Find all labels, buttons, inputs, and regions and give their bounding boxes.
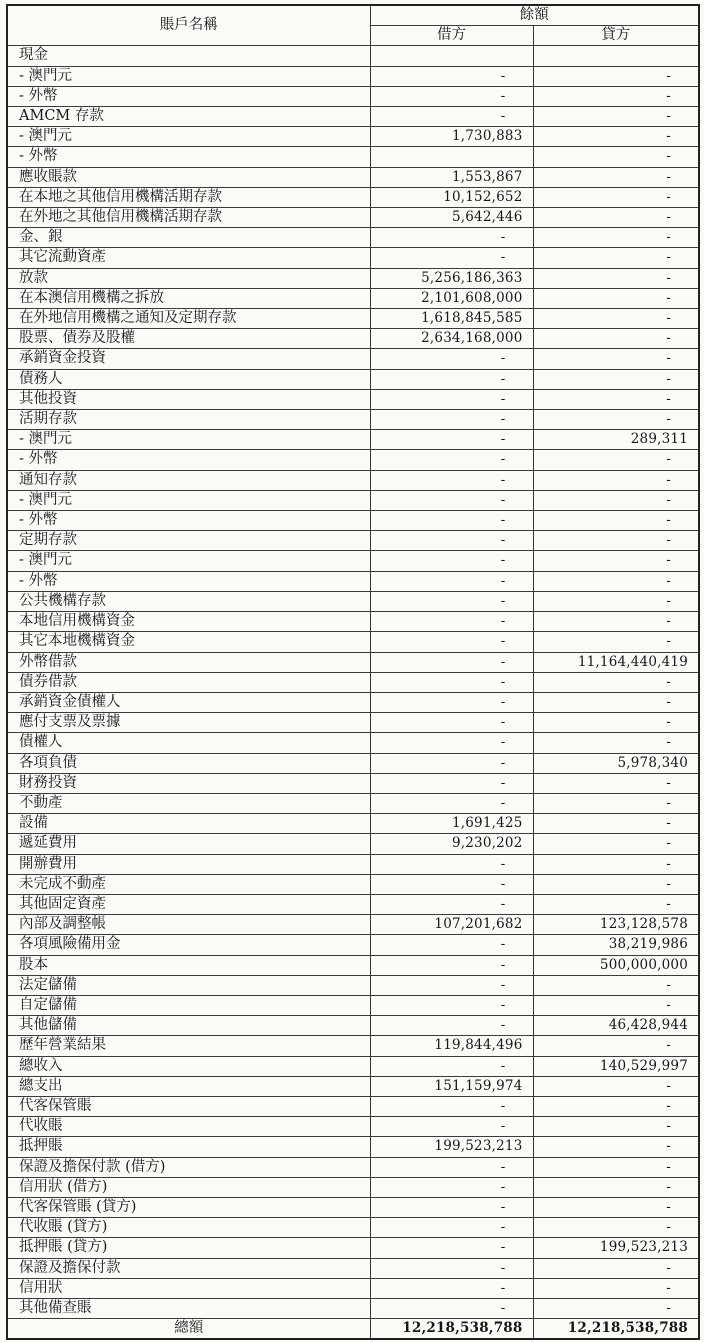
table-row — [7, 288, 699, 308]
table-row — [7, 450, 699, 470]
table-row — [7, 127, 699, 147]
debit-cell: - — [370, 1197, 533, 1217]
account-name-cell: 定期存款 — [7, 531, 370, 551]
credit-cell: - — [533, 1157, 699, 1177]
account-name-cell: 應付支票及票據 — [7, 713, 370, 733]
debit-cell: 9,230,202 — [370, 834, 533, 854]
credit-cell: - — [533, 309, 699, 329]
debit-cell: - — [370, 86, 533, 106]
credit-cell: 46,428,944 — [533, 1016, 699, 1036]
table-row — [7, 814, 699, 834]
table-row — [7, 531, 699, 551]
table-row — [7, 834, 699, 854]
credit-cell: - — [533, 1218, 699, 1238]
credit-cell: - — [533, 632, 699, 652]
balance-table — [6, 4, 700, 1340]
table-row — [7, 874, 699, 894]
debit-cell: - — [370, 591, 533, 611]
account-name-cell: 在外地信用機構之通知及定期存款 — [7, 309, 370, 329]
account-name-cell: 股本 — [7, 955, 370, 975]
credit-cell: - — [533, 1117, 699, 1137]
debit-cell: - — [370, 1016, 533, 1036]
credit-cell: - — [533, 894, 699, 914]
account-name-cell: - 外幣 — [7, 571, 370, 591]
credit-cell: - — [533, 410, 699, 430]
debit-header: 借方 — [370, 26, 533, 46]
account-name-cell: 開辦費用 — [7, 854, 370, 874]
credit-header: 貸方 — [533, 26, 699, 46]
table-row — [7, 1076, 699, 1096]
table-row — [7, 1197, 699, 1217]
credit-cell: - — [533, 733, 699, 753]
account-name-cell: 應收賬款 — [7, 167, 370, 187]
credit-cell: - — [533, 349, 699, 369]
debit-cell: - — [370, 490, 533, 510]
table-row — [7, 309, 699, 329]
debit-cell: 2,101,608,000 — [370, 288, 533, 308]
account-name-cell: 財務投資 — [7, 773, 370, 793]
account-name-cell: 保證及擔保付款 — [7, 1258, 370, 1278]
credit-cell: 289,311 — [533, 430, 699, 450]
account-name-cell: 自定儲備 — [7, 995, 370, 1015]
account-name-cell: 總收入 — [7, 1056, 370, 1076]
debit-cell: - — [370, 854, 533, 874]
debit-cell: - — [370, 955, 533, 975]
credit-cell: - — [533, 773, 699, 793]
table-row — [7, 713, 699, 733]
debit-cell: - — [370, 733, 533, 753]
debit-cell: 199,523,213 — [370, 1137, 533, 1157]
debit-cell: - — [370, 1299, 533, 1319]
table-row — [7, 551, 699, 571]
account-name-cell: 總支出 — [7, 1076, 370, 1096]
credit-cell: - — [533, 672, 699, 692]
debit-cell: 119,844,496 — [370, 1036, 533, 1056]
debit-cell: - — [370, 531, 533, 551]
debit-cell: - — [370, 975, 533, 995]
debit-cell: 2,634,168,000 — [370, 329, 533, 349]
table-row — [7, 1117, 699, 1137]
table-row — [7, 1036, 699, 1056]
credit-cell: 38,219,986 — [533, 935, 699, 955]
table-row — [7, 1137, 699, 1157]
credit-cell: - — [533, 1278, 699, 1298]
debit-cell: - — [370, 107, 533, 127]
debit-cell: - — [370, 1238, 533, 1258]
account-name-cell: AMCM 存款 — [7, 107, 370, 127]
debit-cell: - — [370, 632, 533, 652]
credit-cell: - — [533, 1177, 699, 1197]
debit-cell: - — [370, 1177, 533, 1197]
credit-cell: - — [533, 1036, 699, 1056]
account-name-cell: 在本澳信用機構之拆放 — [7, 288, 370, 308]
account-name-cell: 其他固定資產 — [7, 894, 370, 914]
account-name-cell: 現金 — [7, 46, 370, 66]
table-row — [7, 955, 699, 975]
account-name-cell: 不動產 — [7, 793, 370, 813]
account-name-cell: 債務人 — [7, 369, 370, 389]
table-row — [7, 1157, 699, 1177]
table-row — [7, 915, 699, 935]
credit-cell: - — [533, 713, 699, 733]
credit-cell: - — [533, 187, 699, 207]
credit-cell: - — [533, 551, 699, 571]
total-debit-cell: 12,218,538,788 — [370, 1319, 533, 1340]
credit-cell: - — [533, 511, 699, 531]
debit-cell: - — [370, 228, 533, 248]
credit-cell: - — [533, 66, 699, 86]
account-name-cell: 代客保管賬 (貸方) — [7, 1197, 370, 1217]
table-body — [7, 46, 699, 1319]
credit-cell: - — [533, 167, 699, 187]
debit-cell: - — [370, 1056, 533, 1076]
table-row — [7, 773, 699, 793]
table-row — [7, 632, 699, 652]
account-name-cell: 抵押賬 (貸方) — [7, 1238, 370, 1258]
account-name-cell: 承銷資金投資 — [7, 349, 370, 369]
credit-cell: - — [533, 793, 699, 813]
credit-cell: - — [533, 288, 699, 308]
table-row — [7, 894, 699, 914]
credit-cell: - — [533, 127, 699, 147]
account-name-cell: 債權人 — [7, 733, 370, 753]
account-name-cell: 其他投資 — [7, 389, 370, 409]
account-name-cell: 外幣借款 — [7, 652, 370, 672]
table-row — [7, 1299, 699, 1319]
account-name-header: 賬戶名稱 — [7, 5, 370, 46]
debit-cell: - — [370, 389, 533, 409]
credit-cell: - — [533, 389, 699, 409]
account-name-cell: 債券借款 — [7, 672, 370, 692]
debit-cell: - — [370, 1117, 533, 1137]
credit-cell: - — [533, 1076, 699, 1096]
debit-cell — [370, 147, 533, 167]
debit-cell: - — [370, 410, 533, 430]
table-row — [7, 793, 699, 813]
account-name-cell: 其它流動資產 — [7, 248, 370, 268]
credit-cell: - — [533, 107, 699, 127]
table-row — [7, 389, 699, 409]
credit-cell: - — [533, 854, 699, 874]
account-name-cell: - 澳門元 — [7, 430, 370, 450]
account-name-cell: 在外地之其他信用機構活期存款 — [7, 208, 370, 228]
debit-cell: - — [370, 874, 533, 894]
credit-cell: 500,000,000 — [533, 955, 699, 975]
table-row — [7, 1016, 699, 1036]
debit-cell: 5,642,446 — [370, 208, 533, 228]
account-name-cell: 各項負債 — [7, 753, 370, 773]
account-name-cell: 未完成不動產 — [7, 874, 370, 894]
credit-cell: - — [533, 692, 699, 712]
account-name-cell: 其他備查賬 — [7, 1299, 370, 1319]
total-row — [7, 1319, 699, 1340]
table-row — [7, 187, 699, 207]
table-row — [7, 430, 699, 450]
account-name-cell: - 外幣 — [7, 86, 370, 106]
account-name-cell: 保證及擔保付款 (借方) — [7, 1157, 370, 1177]
account-name-cell: 遞延費用 — [7, 834, 370, 854]
debit-cell: - — [370, 511, 533, 531]
table-row — [7, 975, 699, 995]
debit-cell: 5,256,186,363 — [370, 268, 533, 288]
debit-cell: - — [370, 1157, 533, 1177]
account-name-cell: 本地信用機構資金 — [7, 612, 370, 632]
account-name-cell: 金、銀 — [7, 228, 370, 248]
account-name-cell: - 外幣 — [7, 450, 370, 470]
credit-cell: 123,128,578 — [533, 915, 699, 935]
credit-cell: - — [533, 147, 699, 167]
credit-cell: 5,978,340 — [533, 753, 699, 773]
account-name-cell: 代收賬 — [7, 1117, 370, 1137]
account-name-cell: 法定儲備 — [7, 975, 370, 995]
account-name-cell: 股票、債券及股權 — [7, 329, 370, 349]
table-row — [7, 854, 699, 874]
credit-cell: - — [533, 1299, 699, 1319]
account-name-cell: 承銷資金債權人 — [7, 692, 370, 712]
debit-cell: - — [370, 551, 533, 571]
credit-cell: - — [533, 834, 699, 854]
credit-cell: 11,164,440,419 — [533, 652, 699, 672]
table-row — [7, 147, 699, 167]
debit-cell: 1,618,845,585 — [370, 309, 533, 329]
total-credit-cell: 12,218,538,788 — [533, 1319, 699, 1340]
account-name-cell: 放款 — [7, 268, 370, 288]
table-row — [7, 46, 699, 66]
debit-cell: - — [370, 652, 533, 672]
table-row — [7, 66, 699, 86]
credit-cell: - — [533, 531, 699, 551]
table-row — [7, 248, 699, 268]
table-row — [7, 1278, 699, 1298]
table-row — [7, 107, 699, 127]
debit-cell: - — [370, 470, 533, 490]
credit-cell: - — [533, 329, 699, 349]
table-row — [7, 349, 699, 369]
debit-cell: - — [370, 1096, 533, 1116]
table-row — [7, 228, 699, 248]
table-row — [7, 1238, 699, 1258]
debit-cell: 1,553,867 — [370, 167, 533, 187]
debit-cell: - — [370, 753, 533, 773]
account-name-cell: 信用狀 (借方) — [7, 1177, 370, 1197]
debit-cell: - — [370, 793, 533, 813]
debit-cell: - — [370, 692, 533, 712]
credit-cell: - — [533, 995, 699, 1015]
account-name-cell: 其他儲備 — [7, 1016, 370, 1036]
account-name-cell: 在本地之其他信用機構活期存款 — [7, 187, 370, 207]
debit-cell: - — [370, 349, 533, 369]
account-name-cell: 通知存款 — [7, 470, 370, 490]
account-name-cell: 信用狀 — [7, 1278, 370, 1298]
table-row — [7, 1177, 699, 1197]
account-name-cell: 歷年營業結果 — [7, 1036, 370, 1056]
table-row — [7, 672, 699, 692]
table-row — [7, 167, 699, 187]
table-row — [7, 208, 699, 228]
table-row — [7, 490, 699, 510]
debit-cell: - — [370, 995, 533, 1015]
table-row — [7, 995, 699, 1015]
table-row — [7, 268, 699, 288]
credit-cell: - — [533, 874, 699, 894]
table-row — [7, 612, 699, 632]
account-name-cell: - 澳門元 — [7, 127, 370, 147]
table-row — [7, 369, 699, 389]
table-row — [7, 329, 699, 349]
debit-cell: - — [370, 713, 533, 733]
account-name-cell: - 澳門元 — [7, 551, 370, 571]
debit-cell: - — [370, 894, 533, 914]
credit-cell: - — [533, 1197, 699, 1217]
table-row — [7, 753, 699, 773]
debit-cell: - — [370, 571, 533, 591]
credit-cell: - — [533, 1258, 699, 1278]
table-row — [7, 591, 699, 611]
debit-cell: - — [370, 773, 533, 793]
account-name-cell: - 外幣 — [7, 511, 370, 531]
debit-cell: - — [370, 672, 533, 692]
credit-cell: - — [533, 86, 699, 106]
credit-cell: - — [533, 612, 699, 632]
table-header — [7, 5, 699, 46]
table-row — [7, 511, 699, 531]
credit-cell: - — [533, 450, 699, 470]
credit-cell: - — [533, 369, 699, 389]
credit-cell: - — [533, 591, 699, 611]
debit-cell: 1,730,883 — [370, 127, 533, 147]
table-row — [7, 692, 699, 712]
credit-cell: 199,523,213 — [533, 1238, 699, 1258]
account-name-cell: 其它本地機構資金 — [7, 632, 370, 652]
debit-cell: - — [370, 935, 533, 955]
debit-cell: - — [370, 1258, 533, 1278]
credit-cell: - — [533, 208, 699, 228]
account-name-cell: 設備 — [7, 814, 370, 834]
table-row — [7, 1096, 699, 1116]
credit-cell: 140,529,997 — [533, 1056, 699, 1076]
table-row — [7, 1258, 699, 1278]
account-name-cell: 抵押賬 — [7, 1137, 370, 1157]
debit-cell — [370, 46, 533, 66]
account-name-cell: 活期存款 — [7, 410, 370, 430]
account-name-cell: 代客保管賬 — [7, 1096, 370, 1116]
debit-cell: 107,201,682 — [370, 915, 533, 935]
balance-header: 餘額 — [370, 5, 699, 26]
credit-cell: - — [533, 1096, 699, 1116]
debit-cell: - — [370, 612, 533, 632]
total-label-cell: 總額 — [7, 1319, 370, 1340]
account-name-cell: - 澳門元 — [7, 490, 370, 510]
credit-cell: - — [533, 268, 699, 288]
debit-cell: - — [370, 66, 533, 86]
debit-cell: - — [370, 369, 533, 389]
table-row — [7, 1056, 699, 1076]
debit-cell: - — [370, 430, 533, 450]
table-row — [7, 470, 699, 490]
debit-cell: 1,691,425 — [370, 814, 533, 834]
credit-cell: - — [533, 814, 699, 834]
debit-cell: - — [370, 450, 533, 470]
table-row — [7, 935, 699, 955]
credit-cell: - — [533, 1137, 699, 1157]
credit-cell: - — [533, 248, 699, 268]
credit-cell — [533, 46, 699, 66]
account-name-cell: - 外幣 — [7, 147, 370, 167]
table-row — [7, 410, 699, 430]
debit-cell: - — [370, 248, 533, 268]
credit-cell: - — [533, 490, 699, 510]
credit-cell: - — [533, 975, 699, 995]
table-row — [7, 733, 699, 753]
account-name-cell: 公共機構存款 — [7, 591, 370, 611]
account-name-cell: 內部及調整帳 — [7, 915, 370, 935]
table-row — [7, 1218, 699, 1238]
account-name-cell: - 澳門元 — [7, 66, 370, 86]
debit-cell: - — [370, 1218, 533, 1238]
table-row — [7, 652, 699, 672]
table-row — [7, 86, 699, 106]
debit-cell: 10,152,652 — [370, 187, 533, 207]
table-row — [7, 571, 699, 591]
account-name-cell: 各項風險備用金 — [7, 935, 370, 955]
credit-cell: - — [533, 470, 699, 490]
debit-cell: - — [370, 1278, 533, 1298]
credit-cell: - — [533, 571, 699, 591]
credit-cell: - — [533, 228, 699, 248]
debit-cell: 151,159,974 — [370, 1076, 533, 1096]
account-name-cell: 代收賬 (貸方) — [7, 1218, 370, 1238]
